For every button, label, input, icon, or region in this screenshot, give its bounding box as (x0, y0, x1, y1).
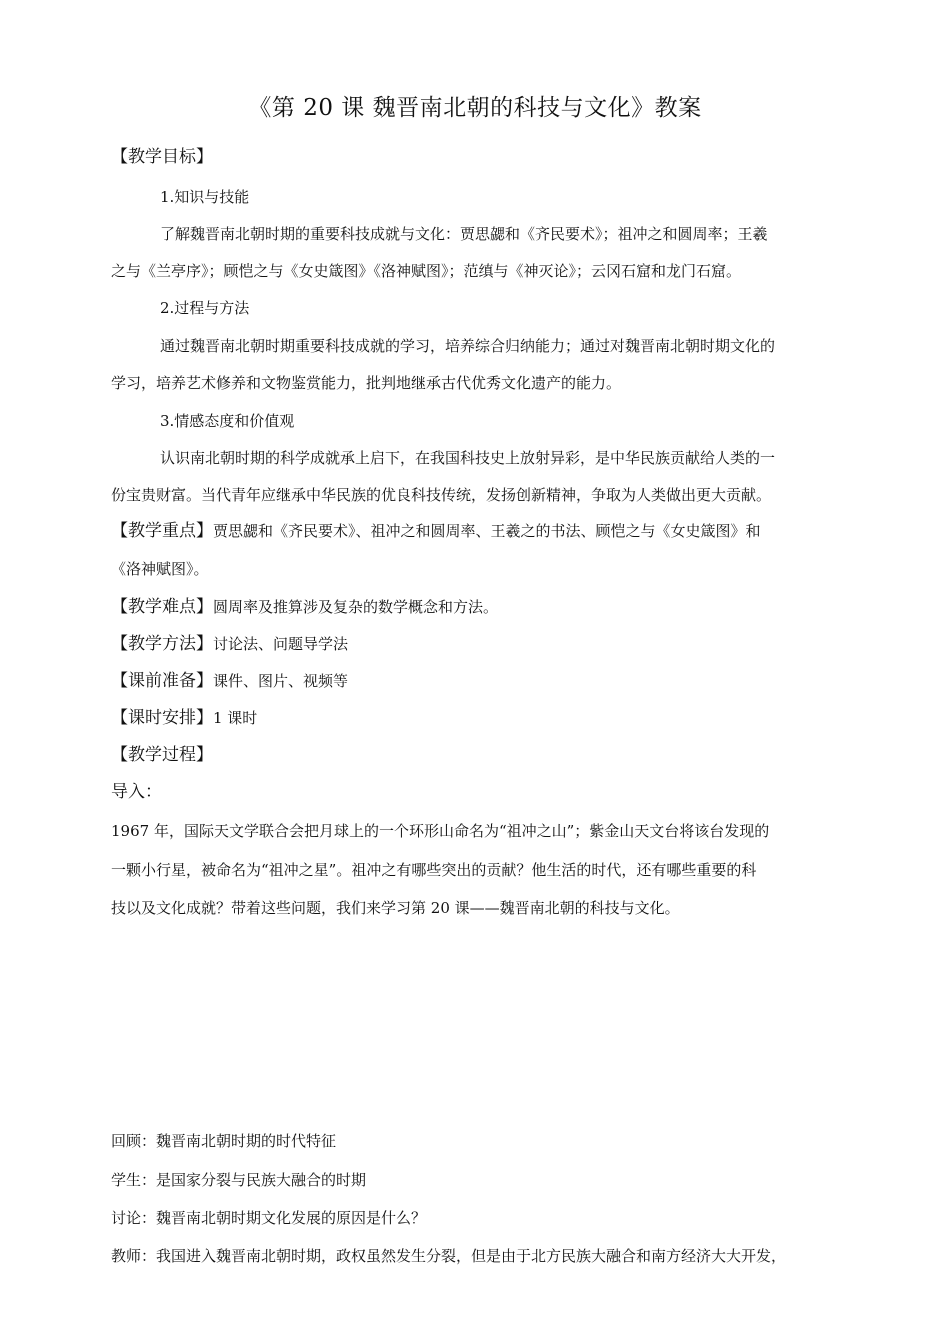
process-heading: 【教学过程】 (111, 745, 213, 765)
objective-1-line-2: 之与《兰亭序》；顾恺之与《女史箴图》《洛神赋图》；范缜与《神灭论》；云冈石窟和龙门石窟。 (111, 262, 742, 280)
method-text: 讨论法、问题导学法 (213, 635, 349, 653)
objective-1-line-1: 了解魏晋南北朝时期的重要科技成就与文化：贾思勰和《齐民要术》；祖冲之和圆周率；王羲 (160, 225, 768, 243)
objective-2-title: 2.过程与方法 (160, 299, 250, 317)
objectives-heading: 【教学目标】 (111, 147, 213, 167)
document-title: 《第 20 课 魏晋南北朝的科技与文化》教案 (248, 95, 702, 121)
prep-row (111, 670, 851, 692)
difficulty-text: 圆周率及推算涉及复杂的数学概念和方法。 (213, 598, 499, 616)
objective-1-title: 1.知识与技能 (160, 188, 250, 206)
difficulty-row (111, 596, 851, 618)
intro-line-2: 一颗小行星，被命名为“祖冲之星”。祖冲之有哪些突出的贡献？他生活的时代，还有哪些重要的科 (111, 861, 757, 879)
schedule-heading: 【课时安排】 (111, 708, 213, 728)
objective-3-line-1: 认识南北朝时期的科学成就承上启下，在我国科技史上放射异彩，是中华民族贡献给人类的一 (160, 449, 776, 467)
keypoint-line-2: 《洛神赋图》。 (111, 560, 209, 578)
student-line: 学生：是国家分裂与民族大融合的时期 (111, 1171, 367, 1189)
objective-2-line-2: 学习，培养艺术修养和文物鉴赏能力，批判地继承古代优秀文化遗产的能力。 (111, 374, 622, 392)
objective-3-title: 3.情感态度和价值观 (160, 412, 295, 430)
objective-2-line-1: 通过魏晋南北朝时期重要科技成就的学习，培养综合归纳能力；通过对魏晋南北朝时期文化的 (160, 337, 776, 355)
prep-heading: 【课前准备】 (111, 671, 213, 691)
intro-line-1: 1967 年，国际天文学联合会把月球上的一个环形山命名为“祖冲之山”；紫金山天文台将该台发现的 (111, 822, 770, 840)
schedule-text: 1 课时 (213, 709, 258, 727)
difficulty-heading: 【教学难点】 (111, 597, 213, 617)
objective-3-line-2: 份宝贵财富。当代青年应继承中华民族的优良科技传统，发扬创新精神，争取为人类做出更大贡献。 (111, 486, 772, 504)
keypoint-row (111, 520, 851, 542)
intro-line-3: 技以及文化成就？带着这些问题，我们来学习第 20 课——魏晋南北朝的科技与文化。 (111, 899, 680, 917)
teacher-line: 教师：我国进入魏晋南北朝时期，政权虽然发生分裂，但是由于北方民族大融合和南方经济大大开发， (111, 1247, 787, 1265)
prep-text: 课件、图片、视频等 (213, 672, 349, 690)
review-line: 回顾：魏晋南北朝时期的时代特征 (111, 1132, 337, 1150)
method-row (111, 633, 851, 655)
method-heading: 【教学方法】 (111, 634, 213, 654)
keypoint-text: 贾思勰和《齐民要术》、祖冲之和圆周率、王羲之的书法、顾恺之与《女史箴图》和 (213, 522, 761, 540)
schedule-row (111, 707, 851, 729)
discuss-line: 讨论：魏晋南北朝时期文化发展的原因是什么？ (111, 1209, 427, 1227)
intro-label: 导入： (111, 782, 162, 802)
keypoint-heading: 【教学重点】 (111, 521, 213, 541)
